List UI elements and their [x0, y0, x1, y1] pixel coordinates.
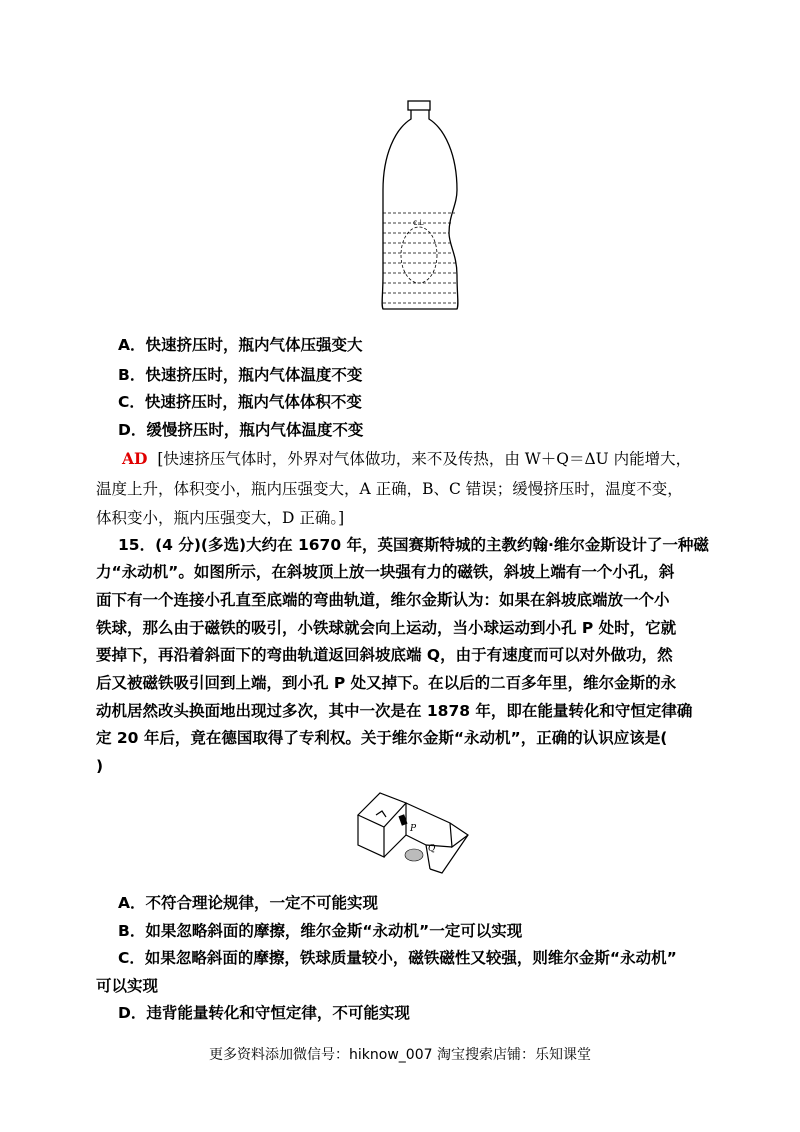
q15-stem-line-4: 铁球，那么由于磁铁的吸引，小铁球就会向上运动，当小球运动到小孔 P 处时，它就 — [96, 619, 677, 637]
magnet-block-front — [384, 803, 406, 857]
q15-stem-line-6: 后又被磁铁吸引回到上端，到小孔 P 处又掉下。在以后的二百多年里，维尔金斯的永 — [96, 674, 677, 692]
q15-option-c-continued: 可以实现 — [96, 977, 159, 995]
q14-option-a: A．快速挤压时，瓶内气体压强变大 — [118, 336, 363, 354]
q14-explanation-line-3: 体积变小，瓶内压强变大，D 正确。] — [96, 509, 345, 527]
q15-option-a: A．不符合理论规律，一定不可能实现 — [118, 894, 378, 912]
q14-option-d: D．缓慢挤压时，瓶内气体温度不变 — [118, 421, 364, 439]
magnet-block-top — [358, 793, 406, 827]
magnet-mark — [376, 811, 386, 817]
q14-explanation-line-2: 温度上升，体积变小，瓶内压强变大，A 正确，B、C 错误；缓慢挤压时，温度不变， — [96, 480, 683, 498]
q15-stem-line-3: 面下有一个连接小孔直至底端的弯曲轨道，维尔金斯认为：如果在斜坡底端放一个小 — [96, 591, 670, 609]
slope-end — [450, 823, 468, 847]
ball-icon — [405, 849, 423, 861]
bottle-figure — [375, 95, 465, 317]
q15-stem-line-8: 定 20 年后，竟在德国取得了专利权。关于维尔金斯“永动机”，正确的认识应该是( — [96, 729, 668, 747]
q15-stem-line-7: 动机居然改头换面地出现过多次，其中一次是在 1878 年，即在能量转化和守恒定律确 — [96, 702, 693, 720]
label-q: Q — [428, 844, 436, 854]
q15-option-d: D．违背能量转化和守恒定律，不可能实现 — [118, 1004, 410, 1022]
label-p: P — [410, 824, 417, 834]
slope-top — [406, 803, 468, 873]
bottle-label: ⅽ⊥ — [413, 218, 425, 227]
perpetual-motion-figure — [356, 785, 481, 880]
q15-stem-line-5: 要掉下，再沿着斜面下的弯曲轨道返回斜坡底端 Q，由于有速度而可以对外做功，然 — [96, 646, 673, 664]
q14-explanation-text-1: [快速挤压气体时，外界对气体做功，来不及传热，由 W＋Q＝ΔU 内能增大， — [157, 450, 692, 468]
q14-answer: AD — [122, 449, 148, 468]
q15-stem-line-9: ) — [96, 757, 104, 775]
bottle-cap — [408, 101, 430, 110]
q15-option-b: B．如果忽略斜面的摩擦，维尔金斯“永动机”一定可以实现 — [118, 922, 523, 940]
q14-explanation-line-1 — [122, 449, 691, 469]
footer-note: 更多资料添加微信号：hiknow_007 淘宝搜索店铺：乐知课堂 — [209, 1047, 591, 1063]
q15-stem-line-1: 15．(4 分)(多选)大约在 1670 年，英国赛斯特城的主教约翰·维尔金斯设计了一种磁 — [118, 536, 709, 554]
bottle-outline — [382, 110, 458, 309]
q15-stem-line-2: 力“永动机”。如图所示，在斜坡顶上放一块强有力的磁铁，斜坡上端有一个小孔，斜 — [96, 563, 675, 581]
q14-option-b: B．快速挤压时，瓶内气体温度不变 — [118, 366, 363, 384]
inner-balloon — [401, 227, 437, 283]
q15-option-c: C．如果忽略斜面的摩擦，铁球质量较小，磁铁磁性又较强，则维尔金斯“永动机” — [118, 949, 677, 967]
q14-option-c: C．快速挤压时，瓶内气体体积不变 — [118, 393, 362, 411]
